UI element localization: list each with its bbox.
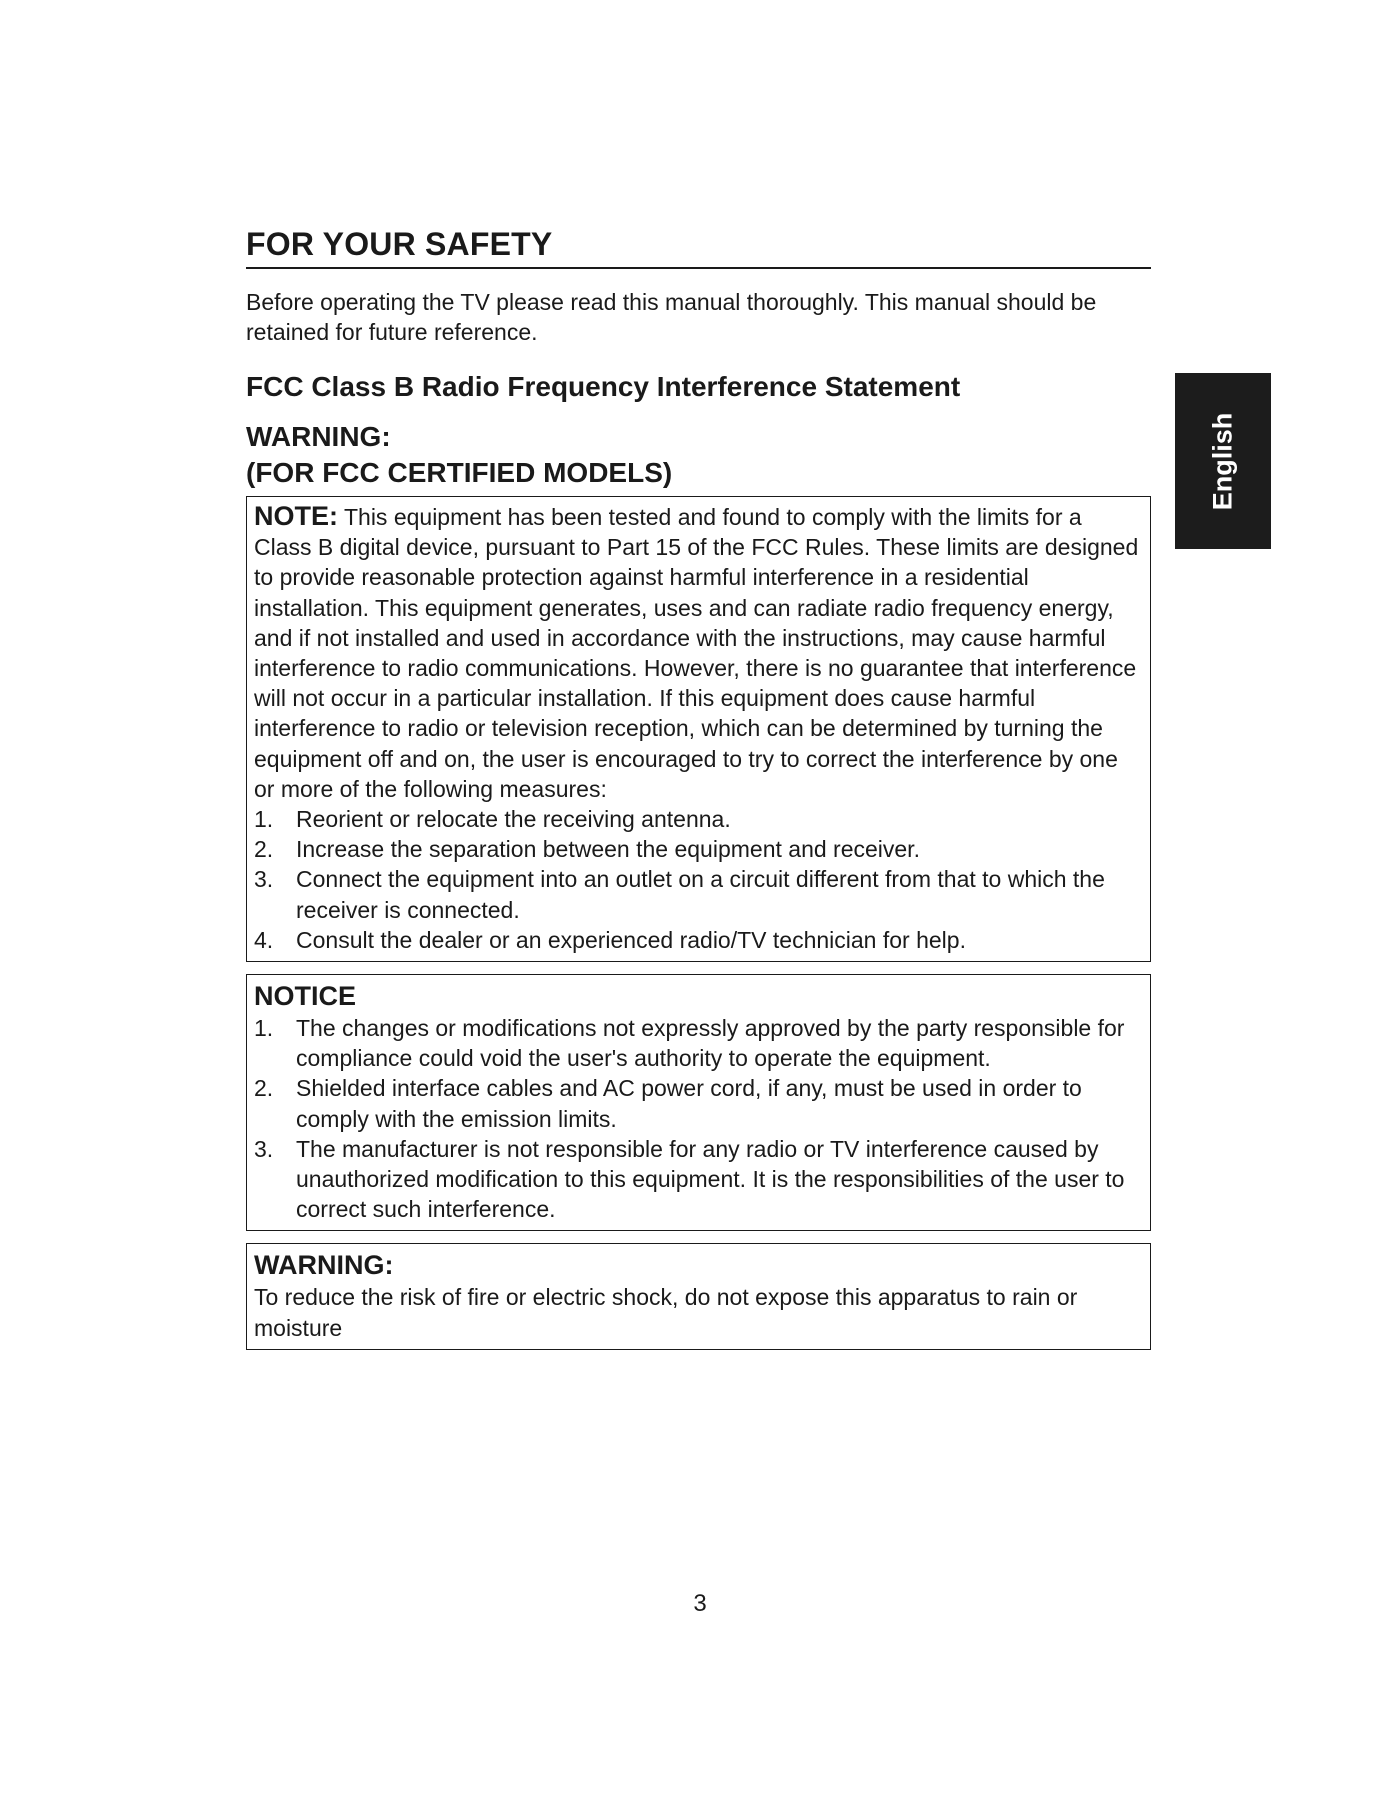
note-measures-list <box>254 804 1144 955</box>
list-item-number: 2. <box>254 836 274 863</box>
notice-title: NOTICE <box>254 981 357 1012</box>
list-item-number: 2. <box>254 1075 274 1102</box>
warning-box-title: WARNING: <box>254 1250 394 1281</box>
list-item-number: 1. <box>254 1015 274 1042</box>
warning-box <box>246 1243 1151 1349</box>
fcc-warning-heading <box>246 419 1151 491</box>
note-box <box>246 496 1151 962</box>
list-item <box>254 1013 1144 1073</box>
list-item-text: Shielded interface cables and AC power cord, if any, must be used in order to comply with the emission limits. <box>296 1075 1082 1132</box>
note-text: This equipment has been tested and found to comply with the limits for a Class B digital device, pursuant to Part 15 of the FCC Rules. These limits are designed to provide reasonable protection against harmful interference in a residential installation. This equipment generates, uses and can radiate radio frequency energy, and if not installed and used in accordance with the instructions, may cause harmful interference to radio communications. However, there is no guarantee that interference will not occur in a particular installation. If this equipment does cause harmful interference to radio or television reception, which can be determined by turning the equipment off and on, the user is encouraged to try to correct the interference by one or more of the following measures: <box>254 504 1139 802</box>
list-item-text: Connect the equipment into an outlet on a circuit different from that to which the receiver is connected. <box>296 866 1105 923</box>
list-item-number: 4. <box>254 926 274 953</box>
page-number: 3 <box>693 1590 707 1617</box>
intro-paragraph: Before operating the TV please read this manual thoroughly. This manual should be retained for future reference. <box>246 289 1097 345</box>
list-item <box>254 834 1144 864</box>
list-item-number: 3. <box>254 866 274 893</box>
list-item <box>254 1073 1144 1133</box>
notice-list <box>254 1013 1144 1224</box>
list-item <box>254 864 1144 924</box>
language-tab-label: English <box>1207 412 1238 510</box>
list-item-text: Consult the dealer or an experienced radio/TV technician for help. <box>296 926 966 953</box>
list-item-text: The manufacturer is not responsible for any radio or TV interference caused by unauthorized modification to this equipment. It is the responsibilities of the user to correct such interference. <box>296 1135 1125 1223</box>
list-item <box>254 925 1144 955</box>
warning-box-text: To reduce the risk of fire or electric shock, do not expose this apparatus to rain or moisture <box>254 1284 1078 1341</box>
list-item-text: The changes or modifications not expressly approved by the party responsible for compliance could void the user's authority to operate the equipment. <box>296 1015 1125 1072</box>
fcc-warning-line1: WARNING: <box>246 421 391 452</box>
list-item-number: 3. <box>254 1135 274 1162</box>
list-item-text: Reorient or relocate the receiving antenna. <box>296 806 731 833</box>
list-item-number: 1. <box>254 806 274 833</box>
notice-box <box>246 974 1151 1231</box>
page-content <box>246 224 1151 1350</box>
page-title: FOR YOUR SAFETY <box>246 224 1151 269</box>
language-tab <box>1175 373 1271 549</box>
fcc-heading: FCC Class B Radio Frequency Interference Statement <box>246 371 961 402</box>
list-item <box>254 1134 1144 1225</box>
note-paragraph <box>254 501 1144 804</box>
note-label: NOTE: <box>254 501 338 531</box>
fcc-warning-line2: (FOR FCC CERTIFIED MODELS) <box>246 457 673 488</box>
list-item <box>254 804 1144 834</box>
list-item-text: Increase the separation between the equipment and receiver. <box>296 836 920 863</box>
